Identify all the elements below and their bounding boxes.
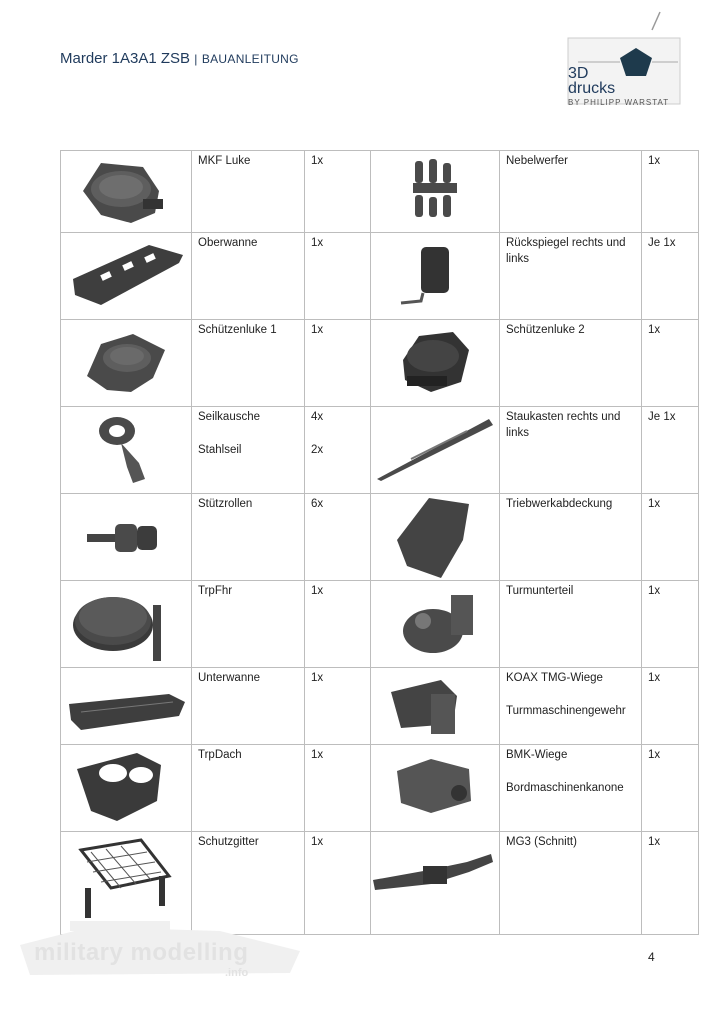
- logo: [560, 10, 690, 110]
- logo-text-3d: 3D: [568, 65, 589, 82]
- part-quantity: 1x: [305, 233, 371, 320]
- cannon-cradle-icon: [371, 745, 500, 830]
- part-quantity: Je 1x: [642, 233, 699, 320]
- part-quantity: 1x: [642, 668, 699, 745]
- part-name: BMK-Wiege: [506, 749, 568, 761]
- part-image-cell: [371, 668, 500, 745]
- part-image-cell: [371, 581, 500, 668]
- part-name: Seilkausche: [198, 411, 261, 423]
- part-name: Oberwanne: [192, 233, 305, 320]
- part-quantity: 1x: [305, 832, 371, 935]
- parts-table: [60, 150, 699, 935]
- hatch-disc-icon: [61, 581, 192, 666]
- stowage-box-icon: [371, 407, 500, 492]
- table-row: [61, 151, 699, 233]
- part-quantity: 1x: [642, 320, 699, 407]
- part-image-cell: [61, 494, 192, 581]
- part-quantity: 1x: [305, 745, 371, 832]
- part-image-cell: [371, 494, 500, 581]
- part-image-cell: [61, 407, 192, 494]
- part-image-cell: [61, 581, 192, 668]
- part-name: TrpDach: [192, 745, 305, 832]
- part-name: Rückspiegel rechts und links: [500, 233, 642, 320]
- lower-hull-icon: [61, 668, 192, 743]
- part-name: Schützenluke 1: [192, 320, 305, 407]
- part-quantity: 1x: [305, 668, 371, 745]
- part-image-cell: [61, 151, 192, 233]
- part-quantity: 1x: [642, 581, 699, 668]
- part-name: KOAX TMG-Wiege: [506, 672, 603, 684]
- part-image-cell: [61, 745, 192, 832]
- part-quantity-secondary: 2x: [311, 444, 324, 456]
- part-image-cell: [371, 407, 500, 494]
- part-image-cell: [371, 832, 500, 935]
- part-name: MKF Luke: [192, 151, 305, 233]
- hatch-icon: [61, 151, 192, 231]
- roller-icon: [61, 494, 192, 579]
- part-quantity: 1x: [305, 320, 371, 407]
- part-name: Schützenluke 2: [500, 320, 642, 407]
- part-quantity: 1x: [642, 494, 699, 581]
- table-row: [61, 494, 699, 581]
- document-title: [60, 50, 299, 67]
- part-quantities-cell: [305, 407, 371, 494]
- table-row: [61, 233, 699, 320]
- part-name: Nebelwerfer: [500, 151, 642, 233]
- table-row: [61, 668, 699, 745]
- mirror-icon: [371, 233, 500, 318]
- part-quantity: 6x: [305, 494, 371, 581]
- part-image-cell: [61, 233, 192, 320]
- hatch-icon: [61, 320, 192, 405]
- part-names-cell: [192, 407, 305, 494]
- table-row: [61, 320, 699, 407]
- model-name: Marder 1A3A1 ZSB: [60, 50, 191, 67]
- hatch-icon: [371, 320, 500, 405]
- part-name: Staukasten rechts und links: [500, 407, 642, 494]
- table-row: [61, 407, 699, 494]
- upper-hull-icon: [61, 233, 192, 318]
- turret-base-icon: [371, 581, 500, 666]
- part-name-secondary: Turmmaschinengewehr: [506, 705, 626, 717]
- part-name: Unterwanne: [192, 668, 305, 745]
- watermark-subtext: .info: [225, 967, 249, 979]
- part-quantity: Je 1x: [642, 407, 699, 494]
- document-subtitle: BAUANLEITUNG: [201, 52, 299, 66]
- part-name: MG3 (Schnitt): [500, 832, 642, 935]
- roof-plate-icon: [61, 745, 192, 830]
- part-quantity: 1x: [642, 151, 699, 233]
- part-name-secondary: Stahlseil: [198, 444, 242, 456]
- mg3-icon: [371, 832, 500, 933]
- part-name-secondary: Bordmaschinenkanone: [506, 782, 624, 794]
- title-separator: |: [194, 52, 198, 66]
- watermark: [10, 915, 310, 985]
- part-names-cell: [500, 745, 642, 832]
- table-row: [61, 581, 699, 668]
- smoke-launcher-icon: [371, 151, 500, 231]
- part-quantity: 1x: [305, 151, 371, 233]
- part-name: Schutzgitter: [192, 832, 305, 935]
- cable-eye-icon: [61, 407, 192, 492]
- part-quantity: 1x: [642, 832, 699, 935]
- part-quantity: 1x: [305, 581, 371, 668]
- part-image-cell: [61, 668, 192, 745]
- logo-byline: BY PHILIPP WARSTAT: [568, 98, 670, 107]
- logo-text-drucks: drucks: [568, 80, 616, 97]
- part-image-cell: [371, 233, 500, 320]
- part-name: Turmunterteil: [500, 581, 642, 668]
- part-name: Triebwerkabdeckung: [500, 494, 642, 581]
- table-row: [61, 745, 699, 832]
- page-number: 4: [648, 950, 655, 964]
- part-quantity: 1x: [642, 745, 699, 832]
- part-name: TrpFhr: [192, 581, 305, 668]
- part-image-cell: [371, 320, 500, 407]
- part-names-cell: [500, 668, 642, 745]
- engine-cover-icon: [371, 494, 500, 579]
- part-name: Stützrollen: [192, 494, 305, 581]
- mg-cradle-icon: [371, 668, 500, 743]
- part-image-cell: [371, 151, 500, 233]
- part-image-cell: [371, 745, 500, 832]
- part-image-cell: [61, 320, 192, 407]
- watermark-text: military modelling: [34, 939, 249, 966]
- part-quantity: 4x: [311, 411, 324, 423]
